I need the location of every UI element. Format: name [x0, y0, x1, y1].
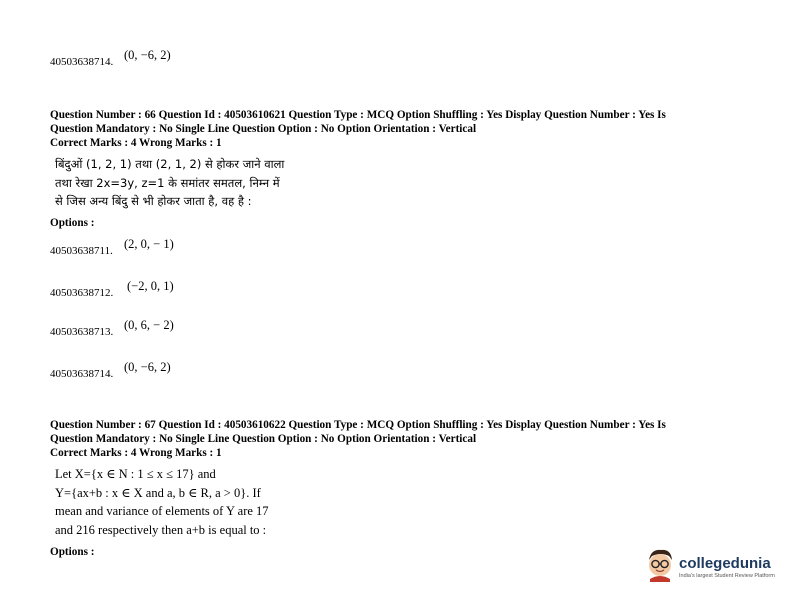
marks-67: Correct Marks : 4 Wrong Marks : 1	[50, 447, 222, 459]
question-text-66: बिंदुओं (1, 2, 1) तथा (2, 1, 2) से होकर जाने वाला तथा रेखा 2x=3y, z=1 के समांतर समतल, निम्न में से जिस अन्य बिंदु से भी होकर जाता है, वह है :	[55, 157, 285, 208]
option-value: (0, 6, − 2)	[124, 318, 174, 332]
option-id: 40503638711.	[50, 245, 113, 257]
option-id: 40503638712.	[50, 287, 114, 299]
mascot-icon	[643, 546, 677, 587]
options-label-67: Options :	[50, 546, 95, 558]
option-value: (−2, 0, 1)	[127, 279, 174, 293]
option-value: (0, −6, 2)	[124, 360, 171, 374]
option-id: 40503638714.	[50, 56, 114, 68]
option-id: 40503638713.	[50, 326, 114, 338]
marks-66: Correct Marks : 4 Wrong Marks : 1	[50, 137, 222, 149]
logo-title: collegedunia	[679, 554, 771, 572]
question-meta-67: Question Number : 67 Question Id : 40503610622 Question Type : MCQ Option Shuffling : Yes Display Question Number : Yes Is Question Mandatory : No Single Line Question Option : No Option Orientation : Vertical	[50, 419, 666, 445]
option-value: (0, −6, 2)	[124, 48, 171, 62]
question-meta-66: Question Number : 66 Question Id : 40503610621 Question Type : MCQ Option Shuffling : Yes Display Question Number : Yes Is Question Mandatory : No Single Line Question Option : No Option Orientation : Vertical	[50, 109, 666, 135]
logo-tagline: India's largest Student Review Platform	[679, 572, 775, 579]
question-text-67: Let X={x ∈ N : 1 ≤ x ≤ 17} and Y={ax+b : x ∈ X and a, b ∈ R, a > 0}. If mean and variance of elements of Y are 17 and 216 respectively then a+b is equal to :	[55, 467, 269, 537]
option-value: (2, 0, − 1)	[124, 237, 174, 251]
options-label-66: Options :	[50, 217, 95, 229]
option-id: 40503638714.	[50, 368, 114, 380]
collegedunia-logo	[643, 546, 775, 587]
